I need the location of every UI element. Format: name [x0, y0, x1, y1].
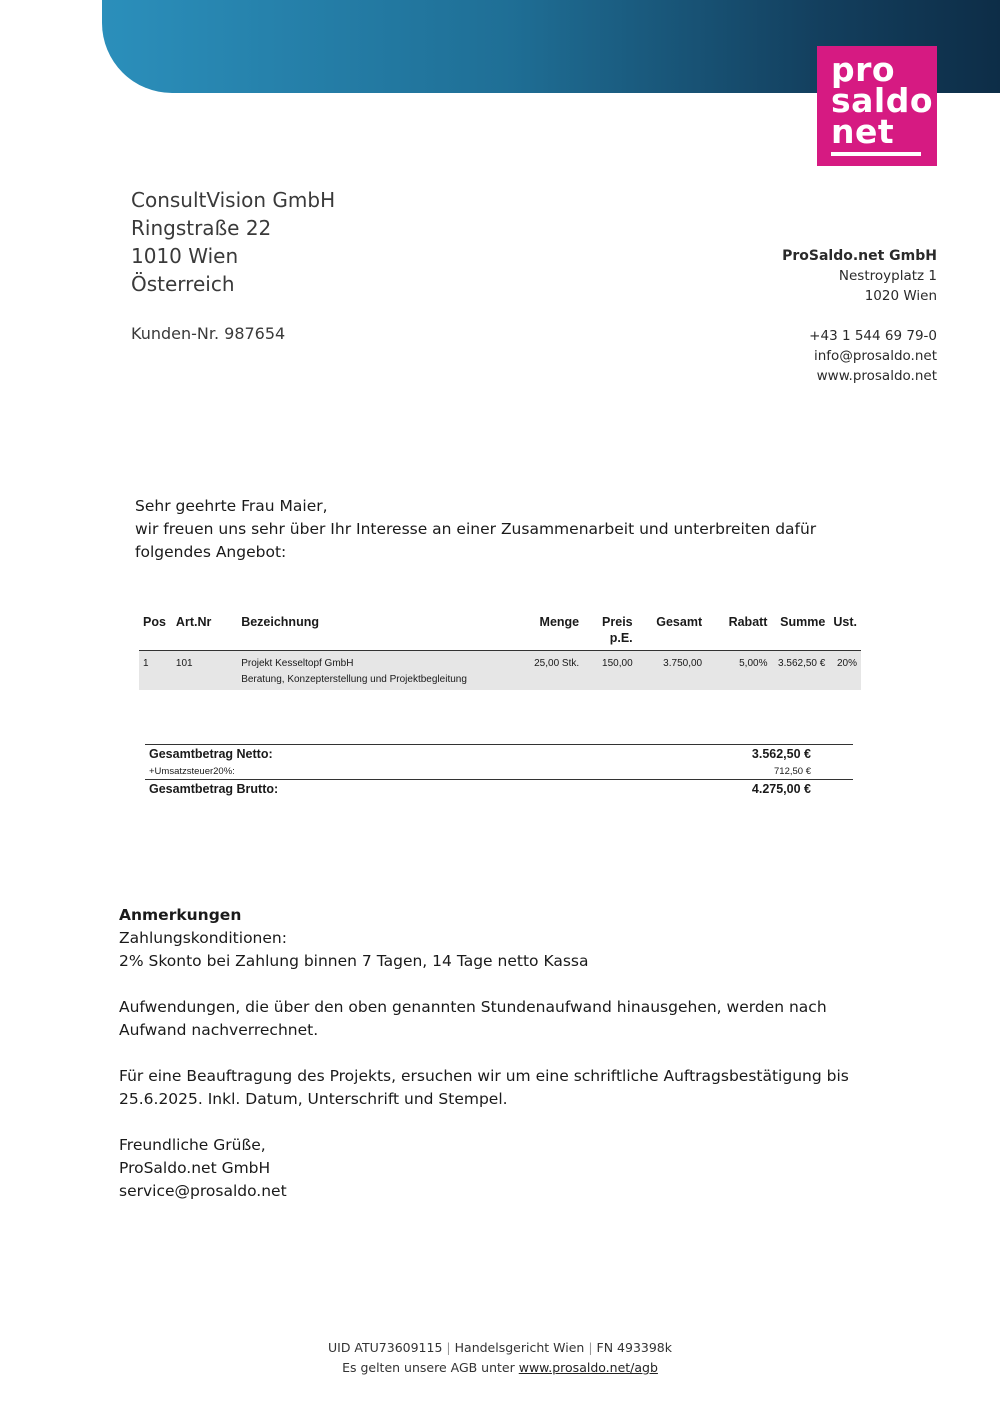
sender-email-link[interactable]: info@prosaldo.net [814, 348, 937, 364]
payment-terms: 2% Skonto bei Zahlung binnen 7 Tagen, 14 Tage netto Kassa [119, 952, 589, 970]
notes-section [119, 904, 879, 1203]
salutation: Sehr geehrte Frau Maier, [135, 497, 328, 515]
extra-effort-note: Aufwendungen, die über den oben genannten Stundenaufwand hinausgehen, werden nach Aufwand nachverrechnet. [119, 998, 827, 1039]
offer-items-table [139, 612, 861, 690]
signature-company: ProSaldo.net GmbH [119, 1159, 271, 1177]
total-net-label: Gesamtbetrag Netto: [149, 747, 273, 761]
col-description: Bezeichnung [237, 612, 497, 651]
company-logo [817, 46, 937, 166]
col-vat: Ust. [829, 612, 861, 651]
recipient-city: 1010 Wien [131, 244, 239, 268]
footer-agb-line [0, 1358, 1000, 1378]
cell-description-detail: Beratung, Konzepterstellung und Projektbegleitung [241, 674, 467, 685]
cell-total: 3.750,00 [637, 651, 706, 691]
col-unit-price [583, 612, 637, 651]
logo-underline [831, 152, 921, 156]
total-net-value: 3.562,50 € [751, 747, 811, 761]
cell-description [237, 651, 497, 691]
footer-separator: | [588, 1340, 593, 1355]
sender-street: Nestroyplatz 1 [838, 268, 937, 284]
footer-uid: UID ATU73609115 [327, 1340, 443, 1355]
table-row [139, 651, 861, 691]
col-discount: Rabatt [706, 612, 771, 651]
payment-terms-label: Zahlungskonditionen: [119, 929, 287, 947]
total-gross-value: 4.275,00 € [751, 782, 811, 796]
notes-heading: Anmerkungen [119, 906, 242, 924]
sender-phone: +43 1 544 69 79-0 [809, 328, 937, 344]
cell-quantity: 25,00 Stk. [497, 651, 583, 691]
total-gross-label: Gesamtbetrag Brutto: [149, 782, 279, 796]
cell-description-title: Projekt Kesseltopf GmbH [241, 658, 354, 669]
customer-number: Kunden-Nr. 987654 [131, 324, 286, 343]
footer-court: Handelsgericht Wien [454, 1340, 585, 1355]
sender-city: 1020 Wien [864, 288, 937, 304]
total-net-row [145, 745, 853, 763]
totals-block [145, 744, 853, 798]
vat-value: 712,50 € [774, 766, 811, 777]
vat-row [145, 763, 853, 780]
col-unit-price-line1: Preis [602, 615, 633, 629]
cell-art-nr: 101 [172, 651, 237, 691]
logo-line-1: pro [831, 50, 896, 89]
cell-sum: 3.562,50 € [771, 651, 829, 691]
sender-website-link[interactable]: www.prosaldo.net [816, 368, 937, 384]
col-quantity: Menge [497, 612, 583, 651]
recipient-street: Ringstraße 22 [131, 216, 272, 240]
logo-line-3: net [831, 112, 895, 151]
cell-discount: 5,00% [706, 651, 771, 691]
col-pos: Pos [139, 612, 172, 651]
col-unit-price-line2: p.E. [609, 631, 633, 645]
recipient-country: Österreich [131, 272, 235, 296]
recipient-company: ConsultVision GmbH [131, 188, 336, 212]
cell-pos: 1 [139, 651, 172, 691]
signature-email-link[interactable]: service@prosaldo.net [119, 1182, 287, 1200]
footer-separator: | [446, 1340, 451, 1355]
vat-label: +Umsatzsteuer20%: [149, 766, 235, 777]
footer-legal-line [0, 1338, 1000, 1358]
sender-company: ProSaldo.net GmbH [782, 248, 937, 264]
sender-address [782, 246, 937, 386]
logo-line-2: saldo [831, 81, 934, 120]
footer-agb-text: Es gelten unsere AGB unter [342, 1360, 515, 1375]
footer-fn: FN 493398k [596, 1340, 673, 1355]
table-header-row [139, 612, 861, 651]
total-gross-row [145, 780, 853, 798]
col-total: Gesamt [637, 612, 706, 651]
cell-unit-price: 150,00 [583, 651, 637, 691]
confirmation-note: Für eine Beauftragung des Projekts, ersuchen wir um eine schriftliche Auftragsbestätigung bis 25.6.2025. Inkl. Datum, Unterschrift und Stempel. [119, 1067, 849, 1108]
cell-vat: 20% [829, 651, 861, 691]
col-art-nr: Art.Nr [172, 612, 237, 651]
closing-greeting: Freundliche Grüße, [119, 1136, 266, 1154]
recipient-address [131, 186, 335, 298]
col-sum: Summe [771, 612, 829, 651]
intro-text: wir freuen uns sehr über Ihr Interesse an einer Zusammenarbeit und unterbreiten dafür folgendes Angebot: [135, 520, 817, 561]
letter-greeting [135, 495, 875, 564]
footer-agb-link[interactable]: www.prosaldo.net/agb [518, 1360, 658, 1375]
page-footer [0, 1338, 1000, 1378]
